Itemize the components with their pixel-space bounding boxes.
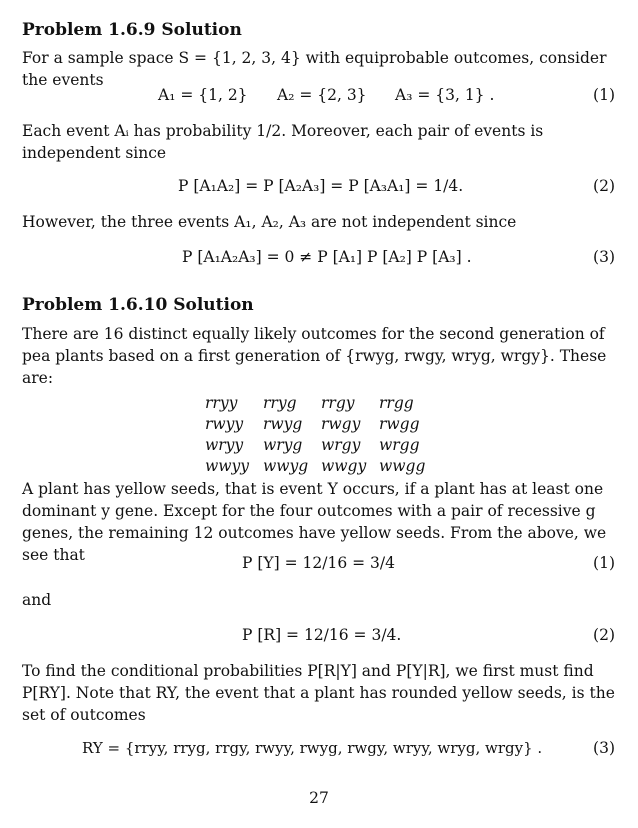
outcome: rrgy xyxy=(321,393,355,412)
equation: RY = {rryy, rryg, rrgy, rwyy, rwyg, rwgy, wryy, wryg, wrgy} . xyxy=(82,739,543,757)
outcome: wryy xyxy=(205,435,244,454)
paragraph: A plant has yellow seeds, that is event Y occurs, if a plant has at least one dominant y gene. Except for the four outcomes with a pair of recessive g genes, the remaining 12 outcomes have yellow seeds. From the above, we see that xyxy=(22,480,607,564)
equation-number: (2) xyxy=(593,626,615,644)
event-a3: A₃ = {3, 1} . xyxy=(395,86,495,104)
outcome: rryy xyxy=(205,393,238,412)
equation-number: (3) xyxy=(593,739,615,757)
outcomes-table xyxy=(205,392,440,476)
event-a1: A₁ = {1, 2} xyxy=(158,86,248,104)
outcome: wwyy xyxy=(205,456,250,475)
outcome: rrgg xyxy=(379,393,414,412)
event-a2: A₂ = {2, 3} xyxy=(277,86,367,104)
paragraph: and xyxy=(22,591,52,609)
problem-heading: Problem 1.6.9 Solution xyxy=(22,20,242,40)
problem-heading: Problem 1.6.10 Solution xyxy=(22,295,254,315)
outcome: wrgg xyxy=(379,435,420,454)
equation: P [A₁A₂] = P [A₂A₃] = P [A₃A₁] = 1/4. xyxy=(178,177,464,195)
paragraph: To find the conditional probabilities P[R|Y] and P[Y|R], we first must find P[RY]. Note that RY, the event that a plant has rounded yellow seeds, is the set of outcomes xyxy=(22,662,615,724)
outcome: rryg xyxy=(263,393,297,412)
table-row xyxy=(205,455,440,476)
equation: P [Y] = 12/16 = 3/4 xyxy=(242,554,395,572)
equation-number: (2) xyxy=(593,177,615,195)
paragraph: However, the three events A₁, A₂, A₃ are not independent since xyxy=(22,213,517,231)
table-row xyxy=(205,434,440,455)
equation: P [A₁A₂A₃] = 0 ≠ P [A₁] P [A₂] P [A₃] . xyxy=(182,248,472,266)
outcome: wrgy xyxy=(321,435,361,454)
table-row xyxy=(205,413,440,434)
outcome: rwyg xyxy=(263,414,303,433)
equation-number: (1) xyxy=(593,86,615,104)
outcome: wwgy xyxy=(321,456,367,475)
table-row xyxy=(205,392,440,413)
outcome: rwyy xyxy=(205,414,244,433)
outcome: wwyg xyxy=(263,456,309,475)
problem-intro: There are 16 distinct equally likely outcomes for the second generation of pea plants based on a first generation of {rwyg, rwgy, wryg, wrgy}. These are: xyxy=(22,325,607,387)
outcome: wwgg xyxy=(379,456,426,475)
outcome: rwgg xyxy=(379,414,420,433)
outcome: wryg xyxy=(263,435,303,454)
problem-intro: For a sample space S = {1, 2, 3, 4} with equiprobable outcomes, consider the events xyxy=(22,49,607,89)
equation-number: (1) xyxy=(593,554,615,572)
equation: P [R] = 12/16 = 3/4. xyxy=(242,626,402,644)
equation-number: (3) xyxy=(593,248,615,266)
outcome: rwgy xyxy=(321,414,361,433)
paragraph: Each event Aᵢ has probability 1/2. Moreover, each pair of events is independent since xyxy=(22,122,544,162)
page-number: 27 xyxy=(309,789,329,807)
